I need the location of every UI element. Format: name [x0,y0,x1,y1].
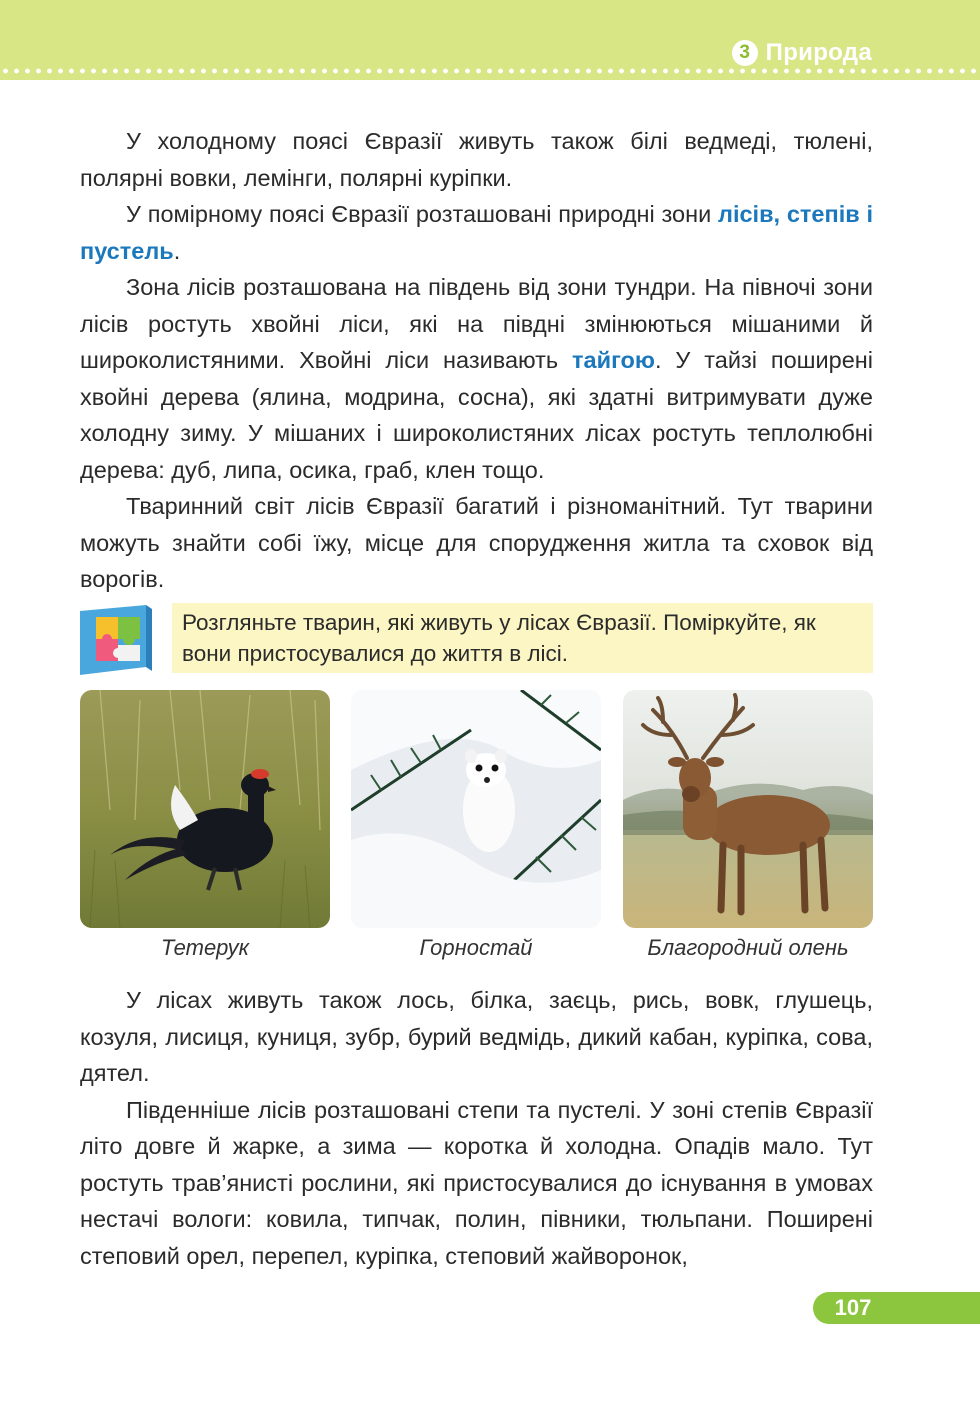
paragraph-3-text: Зона лісів розташована на південь від зони тундри. На півночі зони лісів ростуть хвойні ліси, які на півдні змінюються мішаними й широколистяними. Хвойні ліси називають [80,274,873,373]
puzzle-icon [80,605,152,675]
paragraph-2-text: У помірному поясі Євразії розташовані природні зони [126,201,719,227]
page-number: 107 [834,1295,872,1320]
paragraph-3-end: . У тайзі поширені хвойні дерева (ялина, модрина, сосна), які здатні витримувати дуже холодну зиму. У мішаних і широколистяних лісах ростуть теплолюбні дерева: дуб, липа, осика, граб, клен тощо. [80,347,873,483]
paragraph-5: У лісах живуть також лось, білка, заєць, рись, вовк, глушець, козуля, лисиця, куниця, зубр, бурий ведмідь, дикий кабан, куріпка, сова, дятел. [80,987,873,1086]
chapter-label [732,37,872,69]
chapter-title: Природа [765,39,872,66]
main-text [80,123,873,598]
keyword-forests-steppes-deserts: лісів, степів і пустель [80,201,873,264]
photo-caption-black-grouse: Тетерук [160,935,250,960]
page-number-tab [813,1292,980,1324]
task-box: Розгляньте тварин, які живуть у лісах Євразії. Поміркуйте, як вони пристосувалися до життя в лісі. [172,603,873,673]
page-header [0,0,980,80]
paragraph-2-end: . [173,237,181,264]
chapter-number-badge: 3 [732,40,758,66]
paragraph-2 [80,196,873,269]
paragraph-6: Південніше лісів розташовані степи та пустелі. У зоні степів Євразії літо довге й жарке, а зима — коротка й холодна. Опадів мало. Тут ростуть трав’янисті рослини, які пристосувалися до існування в умовах нестачі вологи: ковила, типчак, полин, півники, тюльпани. Поширені степовий орел, перепел, куріпка, степовий жайворонок, [80,1096,873,1269]
photo-caption-ermine: Горностай [419,935,533,960]
photo-red-deer [623,690,873,928]
paragraph-4: Тваринний світ лісів Євразії багатий і різноманітний. Тут тварини можуть знайти собі їжу, місце для спорудження житла та сховок від ворогів. [80,493,873,592]
main-text-continued [80,982,873,1274]
photo-black-grouse [80,690,330,928]
paragraph-1: У холодному поясі Євразії живуть також білі ведмеді, тюлені, полярні вовки, лемінги, полярні курiпки. [80,128,873,191]
keyword-taiga: тайгою [572,347,655,373]
photo-caption-red-deer: Благородний олень [647,935,849,960]
paragraph-3 [80,269,873,488]
photo-ermine [351,690,601,928]
